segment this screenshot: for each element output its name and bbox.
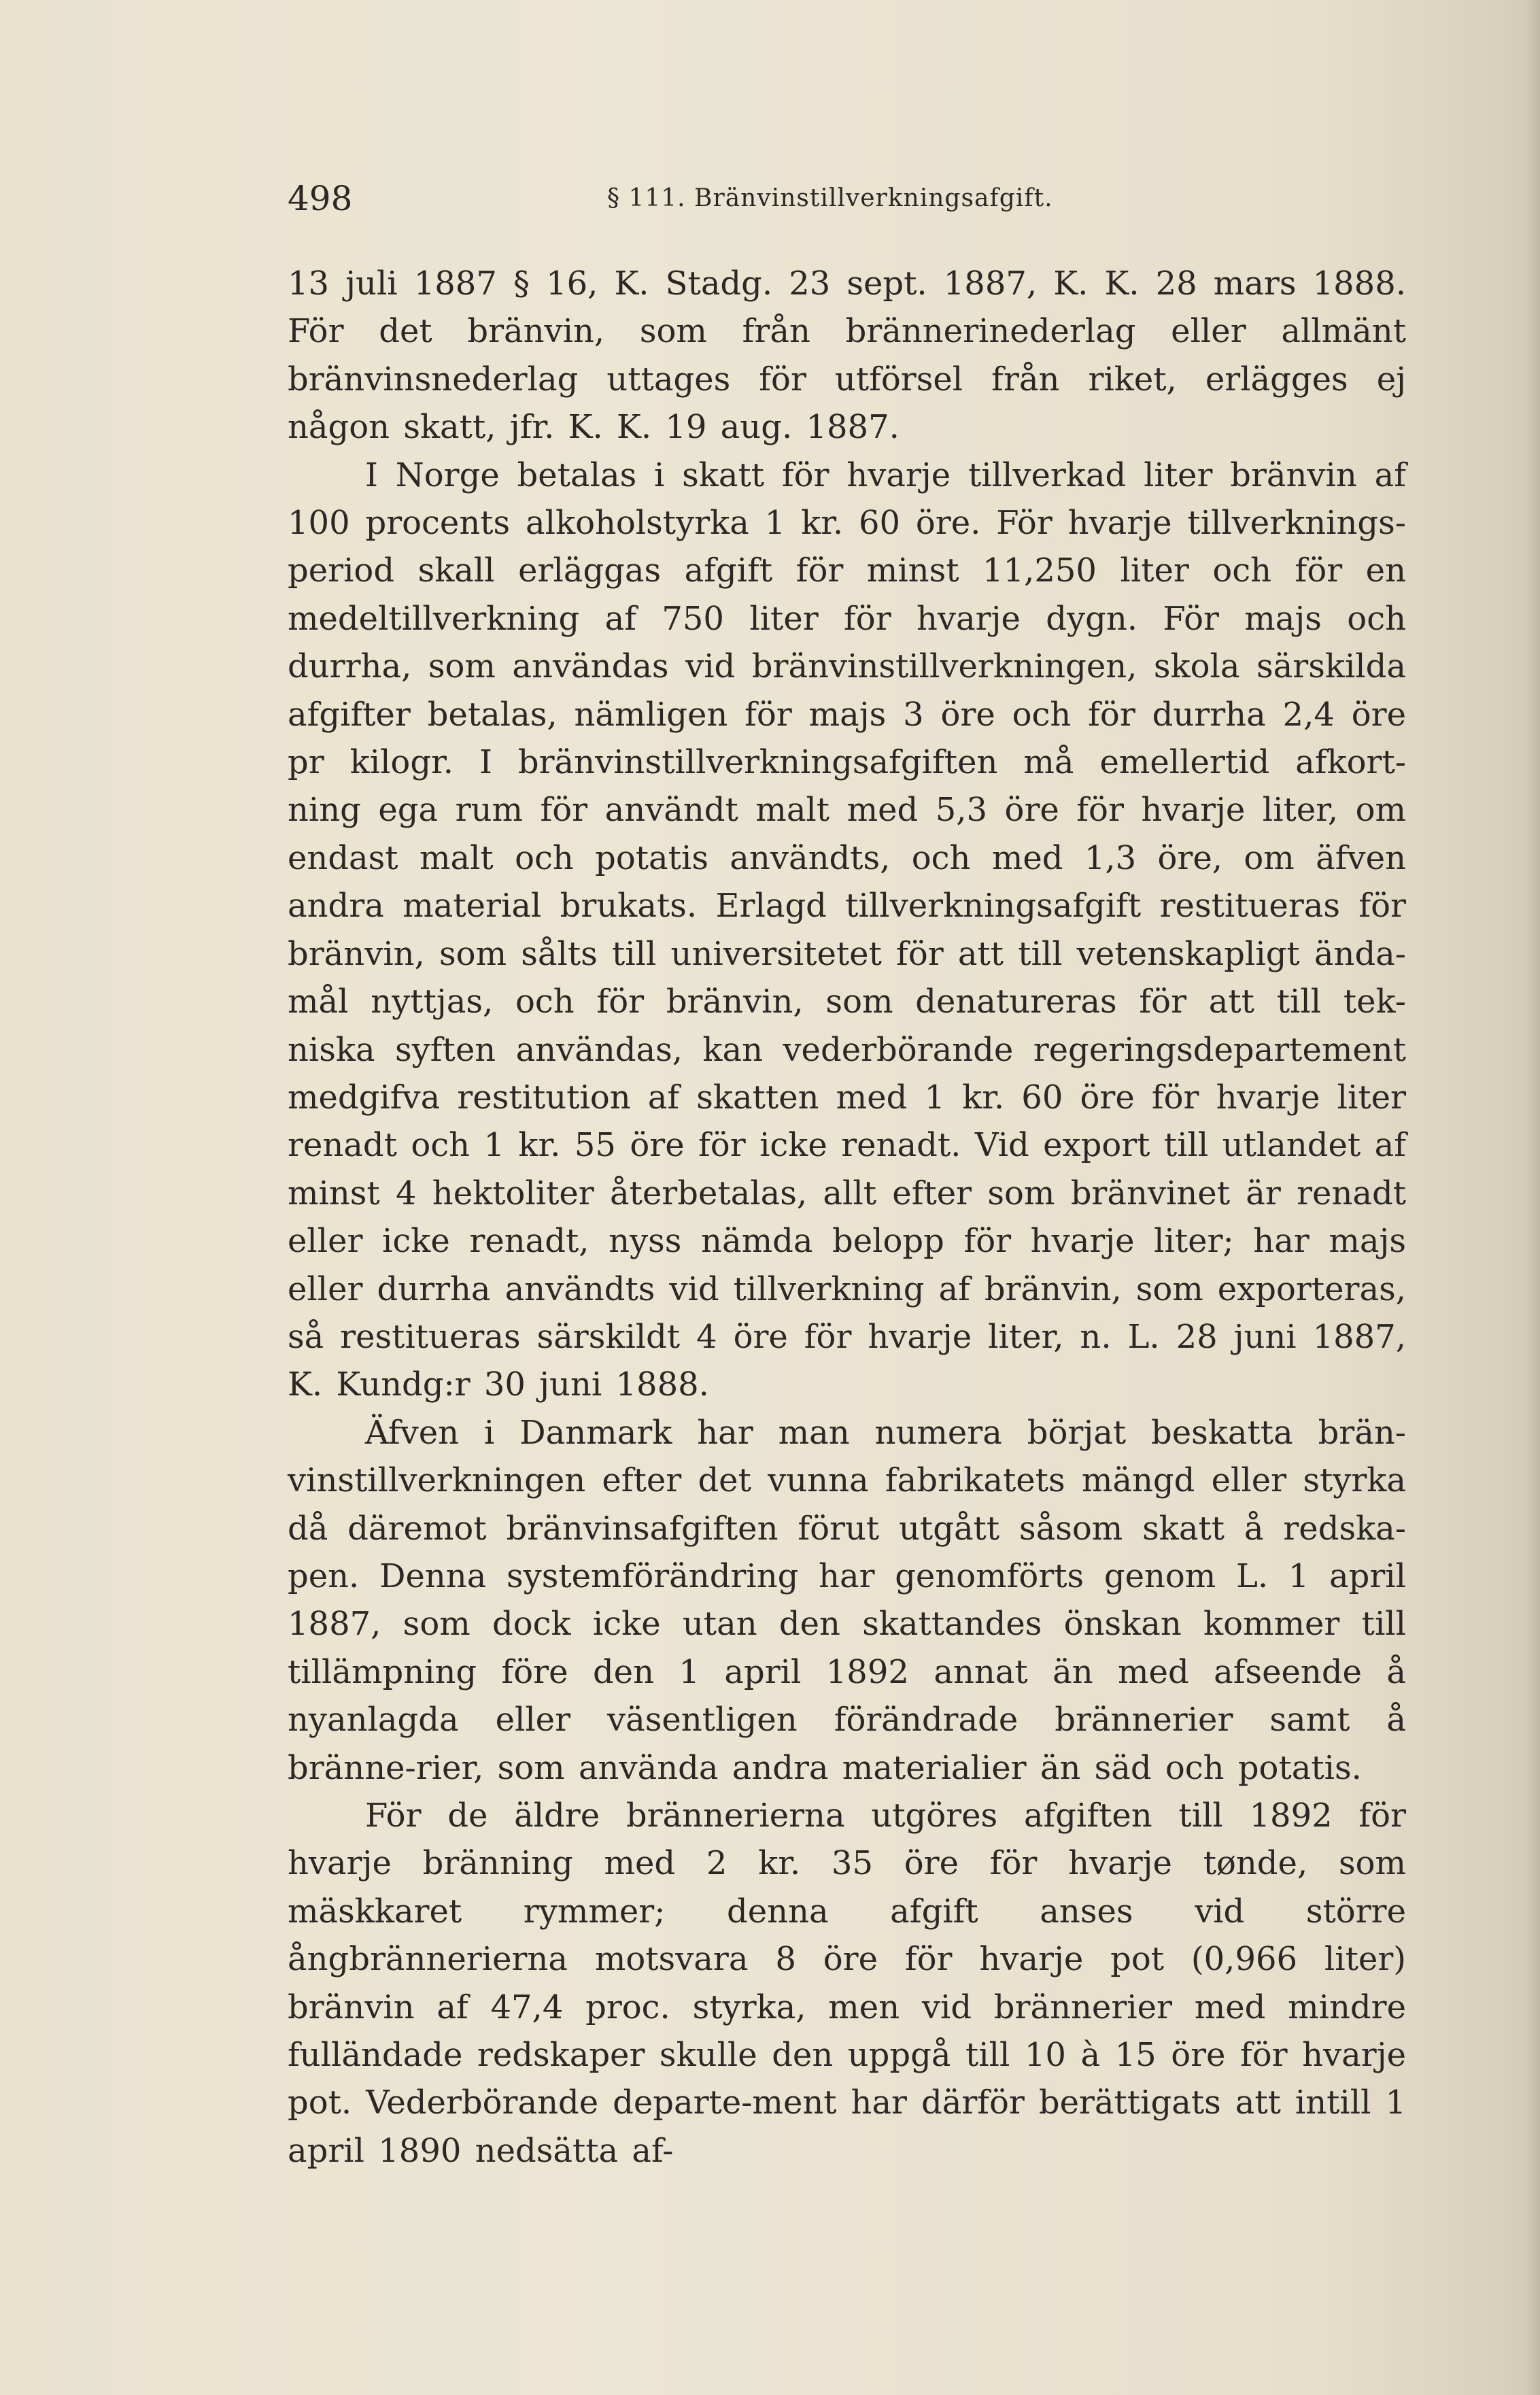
paragraph-norway: I Norge betalas i skatt för hvarje tillverkad liter bränvin af 100 procents alkoholstyrka 1 kr. 60 öre. För hvarje tillverknings-period skall erläggas afgift för minst 11,250 liter och för en medeltillverkning af 750 liter för hvarje dygn. För majs och durrha, som användas vid bränvinstillverkningen, skola särskilda afgifter betalas, nämligen för majs 3 öre och för durrha 2,4 öre pr kilogr. I bränvinstillverkningsafgiften må emellertid afkort-ning ega rum för användt malt med 5,3 öre för hvarje liter, om endast malt och potatis användts, och med 1,3 öre, om äfven andra material brukats. Erlagd tillverkningsafgift restitueras för bränvin, som sålts till universitetet för att till vetenskapligt ända-mål nyttjas, och för bränvin, som denatureras för att till tek-niska syften användas, kan vederbörande regeringsdepartement medgifva restitution af skatten med 1 kr. 60 öre för hvarje liter renadt och 1 kr. 55 öre för icke renadt. Vid export till utlandet af minst 4 hektoliter återbetalas, allt efter som bränvinet är renadt eller icke renadt, nyss nämda belopp för hvarje liter; har majs eller durrha användts vid tillverkning af bränvin, som exporteras, så restitueras särskildt 4 öre för hvarje liter, n. L. 28 juni 1887, K. Kundg:r 30 juni 1888. xyxy=(288,456,1406,1404)
page-number: 498 xyxy=(288,179,353,218)
running-head-title: § 111. Bränvinstillverkningsafgift. xyxy=(607,184,1053,212)
running-head xyxy=(288,178,1416,219)
paragraph-older-distilleries: För de äldre brännerierna utgöres afgiften till 1892 för hvarje bränning med 2 kr. 35 öre för hvarje tønde, som mäskkaret rymmer; denna afgift anses vid större ångbrännerierna motsvara 8 öre för hvarje pot (0,966 liter) bränvin af 47,4 proc. styrka, men vid brännerier med mindre fulländade redskaper skulle den uppgå till 10 à 15 öre för hvarje pot. Vederbörande departe-ment har därför berättigats att intill 1 april 1890 nedsätta af- xyxy=(288,1797,1406,2170)
paragraph-denmark: Äfven i Danmark har man numera börjat beskatta brän-vinstillverkningen efter det vunna fabrikatets mängd eller styrka då däremot bränvinsafgiften förut utgått såsom skatt å redska-pen. Denna systemförändring har genomförts genom L. 1 april 1887, som dock icke utan den skattandes önskan kommer till tillämpning före den 1 april 1892 annat än med afseende å nyanlagda eller väsentligen förändrade brännerier samt å bränne-rier, som använda andra materialier än säd och potatis. xyxy=(288,1413,1406,1787)
body-text xyxy=(288,260,1406,2175)
page-edge-shadow xyxy=(1526,0,1540,2395)
paragraph-continuation: 13 juli 1887 § 16, K. Stadg. 23 sept. 1887, K. K. 28 mars 1888. För det bränvin, som från brännerinederlag eller allmänt bränvinsnederlag uttages för utförsel från riket, erlägges ej någon skatt, jfr. K. K. 19 aug. 1887. xyxy=(288,265,1406,447)
